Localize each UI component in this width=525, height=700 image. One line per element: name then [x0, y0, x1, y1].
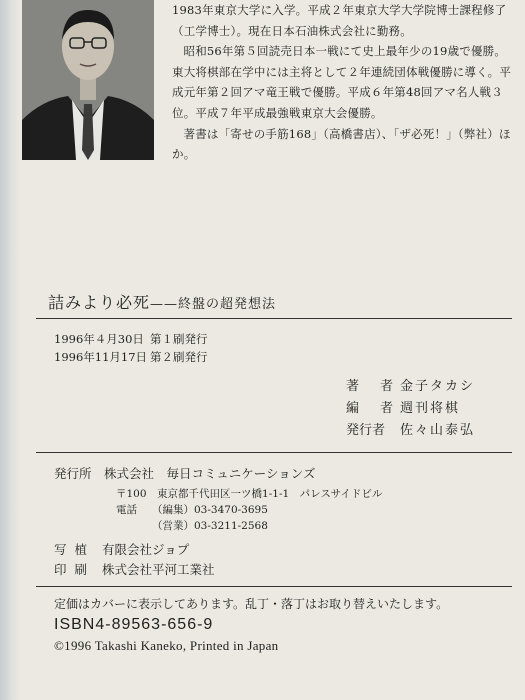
credits	[346, 376, 475, 442]
book-subtitle: ——終盤の超発想法	[150, 297, 277, 312]
book-title: 詰みより必死	[48, 293, 151, 312]
credit-role: 発行者	[346, 423, 386, 438]
credit-name: 週刊将棋	[400, 401, 461, 416]
phone-row	[116, 518, 382, 534]
divider	[36, 318, 512, 319]
bio-paragraph: 1983年東京大学に入学。平成２年東京大学大学院博士課程修了（工学博士）。現在日本石油株式会社に勤務。	[172, 3, 507, 38]
publisher-address-block	[116, 486, 382, 534]
book-title-row	[48, 290, 276, 313]
edition-label: 第１刷発行	[150, 332, 208, 346]
credit-row	[346, 420, 475, 442]
divider	[36, 452, 512, 453]
credit-row	[346, 398, 475, 420]
phone-row	[116, 502, 382, 518]
edition-label: 第２刷発行	[150, 350, 208, 364]
author-biography	[172, 0, 512, 165]
author-photo	[22, 0, 154, 160]
price-notice: 定価はカバーに表示してあります。乱丁・落丁はお取り替えいたします。	[54, 597, 449, 611]
copyright: ©1996 Takashi Kaneko, Printed in Japan	[54, 638, 279, 653]
page-gutter	[0, 0, 20, 700]
credit-role: 編 者	[346, 401, 398, 416]
phone-number: 03-3470-3695	[194, 504, 268, 516]
staff-row	[54, 540, 215, 560]
publisher-name: 株式会社 毎日コミュニケーションズ	[104, 466, 316, 481]
staff-label: 印刷	[54, 562, 96, 577]
publisher-address: 〒100 東京都千代田区一ツ橋1-1-1 パレスサイドビル	[116, 488, 383, 500]
phone-number: 03-3211-2568	[194, 520, 268, 532]
credit-row	[346, 376, 475, 398]
phone-label: 電話	[116, 504, 137, 516]
staff-row	[54, 560, 215, 580]
publisher-line	[54, 464, 315, 484]
bio-paragraph: 昭和56年第５回読売日本一戦にて史上最年少の19歳で優勝。東大将棋部在学中には主将として２年連続団体戦優勝に導く。平成元年第２回アマ竜王戦で優勝。平成６年第48回アマ名人戦３位。平成７年平成最強戦東京大会優勝。	[172, 44, 512, 120]
phone-dept: （営業）	[152, 520, 194, 532]
staff-value: 有限会社ジョプ	[102, 542, 190, 557]
notice-block	[54, 594, 448, 656]
credit-role: 著 者	[346, 379, 398, 394]
phone-dept: （編集）	[152, 504, 194, 516]
credit-name: 佐々山泰弘	[400, 423, 476, 438]
bio-paragraph: 著書は「寄せの手筋168」（高橋書店）、「ザ必死！」（弊社）ほか。	[172, 126, 511, 162]
staff-value: 株式会社平河工業社	[102, 562, 215, 577]
edition-date: 1996年４月30日	[54, 332, 144, 346]
isbn: ISBN4-89563-656-9	[54, 616, 214, 633]
divider	[36, 586, 512, 587]
publisher-label: 発行所	[54, 466, 92, 481]
edition-date: 1996年11月17日	[54, 350, 148, 364]
edition-row	[54, 348, 208, 366]
edition-row	[54, 330, 208, 348]
staff-label: 写植	[54, 542, 96, 557]
edition-history	[54, 330, 208, 366]
credit-name: 金子タカシ	[400, 379, 476, 394]
production-staff	[54, 540, 215, 580]
